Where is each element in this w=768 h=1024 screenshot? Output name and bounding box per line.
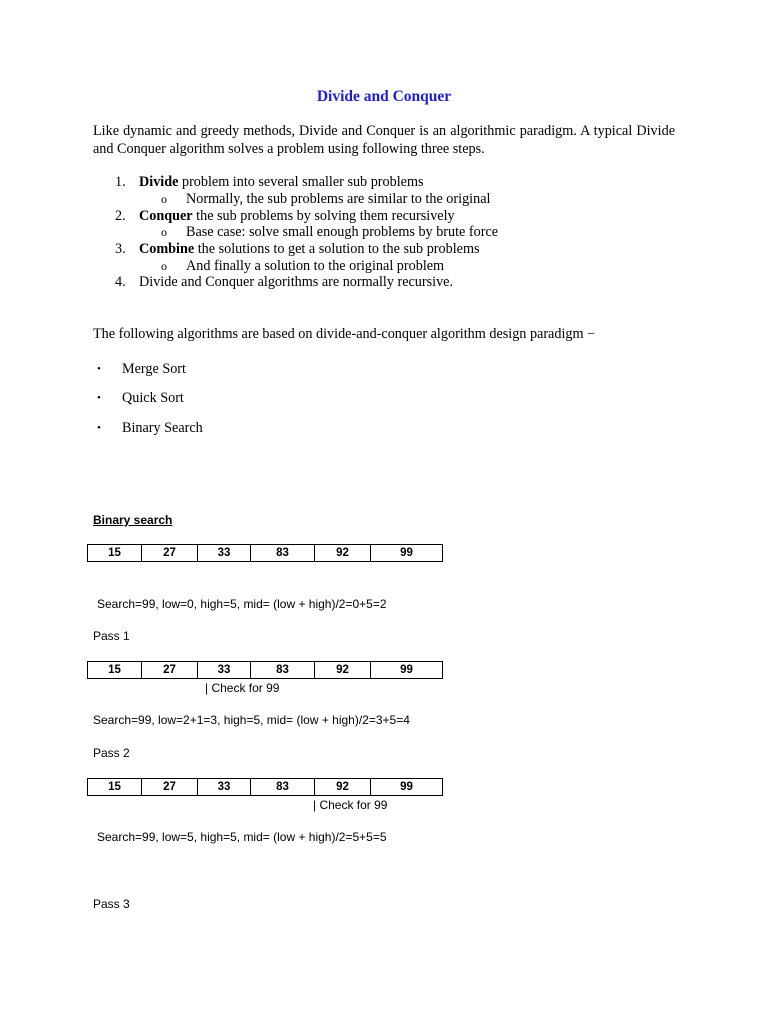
sub-step-item <box>161 224 498 241</box>
algorithm-label: Binary Search <box>122 420 203 436</box>
binary-search-heading: Binary search <box>93 513 173 527</box>
array-cell: 83 <box>251 779 315 796</box>
sub-step-text: And finally a solution to the original problem <box>186 258 445 274</box>
step-keyword: Combine <box>139 241 195 257</box>
pass-label: Pass 1 <box>93 629 130 643</box>
array-cell: 99 <box>371 779 443 796</box>
step-number: 3. <box>115 241 126 257</box>
step-keyword: Divide <box>139 174 179 190</box>
intro-paragraph: Like dynamic and greedy methods, Divide and Conquer is an algorithmic paradigm. A typical Divide and Conquer algorithm solves a problem using following three steps. <box>93 123 675 157</box>
array-cell: 83 <box>251 545 315 562</box>
search-step-text: Search=99, low=0, high=5, mid= (low + high)/2=0+5=2 <box>97 597 387 611</box>
array-cell: 99 <box>371 662 443 679</box>
array-cell: 33 <box>198 545 251 562</box>
step-text: problem into several smaller sub problems <box>178 174 424 190</box>
step-text: Divide and Conquer algorithms are normally recursive. <box>139 274 454 290</box>
sub-step-marker: o <box>161 225 167 239</box>
array-cell: 92 <box>315 779 371 796</box>
step-number: 4. <box>115 274 126 290</box>
step-number: 1. <box>115 174 126 190</box>
sub-step-marker: o <box>161 192 167 206</box>
step-item <box>115 241 480 258</box>
array-row <box>88 662 443 679</box>
bullet-icon: • <box>97 392 101 404</box>
search-step-text: Search=99, low=5, high=5, mid= (low + high)/2=5+5=5 <box>97 830 387 844</box>
page-title: Divide and Conquer <box>316 88 452 105</box>
check-marker: | Check for 99 <box>205 681 280 695</box>
algorithm-item <box>97 390 184 407</box>
algorithm-item <box>97 361 186 378</box>
array-table <box>87 778 443 796</box>
array-row <box>88 779 443 796</box>
array-table <box>87 661 443 679</box>
check-marker: | Check for 99 <box>313 798 388 812</box>
bullet-icon: • <box>97 422 101 434</box>
pass-label: Pass 2 <box>93 746 130 760</box>
array-cell: 83 <box>251 662 315 679</box>
array-cell: 15 <box>88 545 142 562</box>
array-cell: 92 <box>315 545 371 562</box>
sub-step-item <box>161 258 444 275</box>
algorithm-item <box>97 420 203 437</box>
search-step-text: Search=99, low=2+1=3, high=5, mid= (low + high)/2=3+5=4 <box>93 713 410 727</box>
array-cell: 27 <box>142 779 198 796</box>
array-cell: 15 <box>88 662 142 679</box>
array-cell: 27 <box>142 662 198 679</box>
array-table <box>87 544 443 562</box>
algorithm-label: Merge Sort <box>122 361 186 377</box>
sub-step-marker: o <box>161 259 167 273</box>
step-text: the sub problems by solving them recursively <box>192 208 455 224</box>
algorithm-label: Quick Sort <box>122 390 184 406</box>
sub-step-item <box>161 191 490 208</box>
array-cell: 33 <box>198 779 251 796</box>
sub-step-text: Base case: solve small enough problems by brute force <box>186 224 499 240</box>
step-number: 2. <box>115 208 126 224</box>
step-item <box>115 174 424 191</box>
array-cell: 99 <box>371 545 443 562</box>
array-row <box>88 545 443 562</box>
step-item <box>115 208 455 225</box>
step-item <box>115 274 453 291</box>
step-keyword: Conquer <box>139 208 193 224</box>
bullet-icon: • <box>97 363 101 375</box>
array-cell: 33 <box>198 662 251 679</box>
pass-label: Pass 3 <box>93 897 130 911</box>
algorithms-intro: The following algorithms are based on divide-and-conquer algorithm design paradigm − <box>93 326 596 342</box>
array-cell: 27 <box>142 545 198 562</box>
array-cell: 92 <box>315 662 371 679</box>
sub-step-text: Normally, the sub problems are similar to the original <box>186 191 491 207</box>
step-text: the solutions to get a solution to the sub problems <box>194 241 480 257</box>
array-cell: 15 <box>88 779 142 796</box>
